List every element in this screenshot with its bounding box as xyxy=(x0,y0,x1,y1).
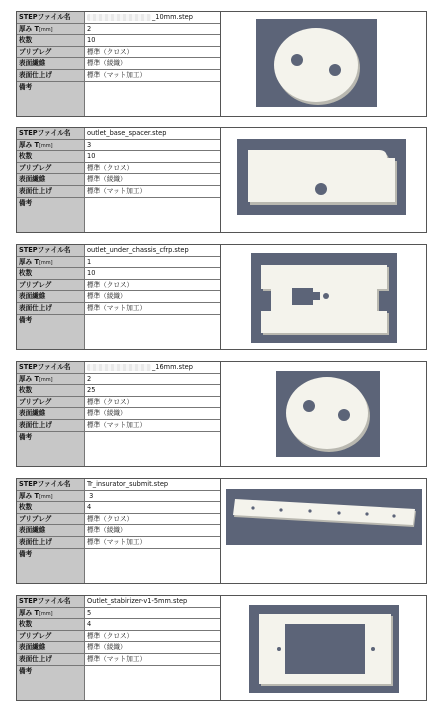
label-remarks: 備考 xyxy=(17,549,85,583)
step-filename: _10mm.step xyxy=(85,12,220,23)
remarks-value xyxy=(85,198,220,232)
label-step-file: STEPファイル名 xyxy=(17,362,85,373)
prepreg-value: 標準（クロス） xyxy=(87,280,134,289)
part-render xyxy=(221,596,426,700)
part-spec-block xyxy=(16,11,427,117)
surface-weave-value: 標準（綾織） xyxy=(87,409,127,418)
thickness-value: 2 xyxy=(87,24,92,33)
count-value: 25 xyxy=(87,386,96,395)
surface-finish-value: 標準（マット加工） xyxy=(87,70,147,79)
label-thickness: 厚み T[mm] xyxy=(17,491,85,502)
part-spec-block xyxy=(16,595,427,701)
label-count: 枚数 xyxy=(17,619,85,630)
count-value: 10 xyxy=(87,269,96,278)
part-spec-block xyxy=(16,478,427,584)
surface-weave-value: 標準（綾織） xyxy=(87,643,127,652)
prepreg-value: 標準（クロス） xyxy=(87,631,134,640)
surface-finish-value: 標準（マット加工） xyxy=(87,654,147,663)
spec-table xyxy=(17,596,221,700)
remarks-value xyxy=(85,549,220,583)
surface-weave-value: 標準（綾織） xyxy=(87,526,127,535)
label-remarks: 備考 xyxy=(17,315,85,349)
count-value: 10 xyxy=(87,36,96,45)
thickness-value: 3 xyxy=(87,491,94,500)
count-value: 10 xyxy=(87,152,96,161)
step-filename: Tr_insurator_submit.step xyxy=(87,480,169,488)
label-surface-weave: 表面繊維 xyxy=(17,174,85,185)
label-count: 枚数 xyxy=(17,385,85,396)
surface-weave-value: 標準（綾織） xyxy=(87,292,127,301)
label-surface-weave: 表面繊維 xyxy=(17,525,85,536)
label-surface-finish: 表面仕上げ xyxy=(17,186,85,197)
label-count: 枚数 xyxy=(17,35,85,46)
label-prepreg: プリプレグ xyxy=(17,47,85,58)
spec-table xyxy=(17,245,221,349)
label-prepreg: プリプレグ xyxy=(17,397,85,408)
redacted-filename xyxy=(87,364,151,371)
label-thickness: 厚み T[mm] xyxy=(17,24,85,35)
label-count: 枚数 xyxy=(17,502,85,513)
label-step-file: STEPファイル名 xyxy=(17,128,85,139)
label-surface-finish: 表面仕上げ xyxy=(17,303,85,314)
prepreg-value: 標準（クロス） xyxy=(87,397,134,406)
label-thickness: 厚み T[mm] xyxy=(17,374,85,385)
label-step-file: STEPファイル名 xyxy=(17,12,85,23)
part-spec-block xyxy=(16,361,427,467)
label-surface-finish: 表面仕上げ xyxy=(17,420,85,431)
surface-weave-value: 標準（綾織） xyxy=(87,175,127,184)
remarks-value xyxy=(85,82,220,116)
thickness-value: 1 xyxy=(87,257,92,266)
label-step-file: STEPファイル名 xyxy=(17,245,85,256)
label-surface-weave: 表面繊維 xyxy=(17,408,85,419)
part-render xyxy=(221,362,426,466)
step-filename: Outlet_stabirizer-v1-5mm.step xyxy=(87,597,188,605)
label-prepreg: プリプレグ xyxy=(17,631,85,642)
spec-table xyxy=(17,128,221,232)
label-prepreg: プリプレグ xyxy=(17,163,85,174)
count-value: 4 xyxy=(87,620,92,629)
count-value: 4 xyxy=(87,503,92,512)
prepreg-value: 標準（クロス） xyxy=(87,163,134,172)
label-step-file: STEPファイル名 xyxy=(17,479,85,490)
label-thickness: 厚み T[mm] xyxy=(17,257,85,268)
label-remarks: 備考 xyxy=(17,432,85,466)
thickness-value: 3 xyxy=(87,140,92,149)
remarks-value xyxy=(85,432,220,466)
thickness-value: 2 xyxy=(87,374,92,383)
label-surface-finish: 表面仕上げ xyxy=(17,537,85,548)
step-filename: _16mm.step xyxy=(85,362,220,373)
label-prepreg: プリプレグ xyxy=(17,280,85,291)
part-render xyxy=(221,12,426,116)
label-remarks: 備考 xyxy=(17,666,85,700)
spec-table xyxy=(17,362,221,466)
label-thickness: 厚み T[mm] xyxy=(17,140,85,151)
step-filename: outlet_under_chassis_cfrp.step xyxy=(87,246,189,254)
label-remarks: 備考 xyxy=(17,198,85,232)
surface-finish-value: 標準（マット加工） xyxy=(87,186,147,195)
thickness-value: 5 xyxy=(87,608,92,617)
surface-finish-value: 標準（マット加工） xyxy=(87,420,147,429)
remarks-value xyxy=(85,315,220,349)
spec-table xyxy=(17,479,221,583)
part-render xyxy=(221,128,426,232)
spec-table xyxy=(17,12,221,116)
label-step-file: STEPファイル名 xyxy=(17,596,85,607)
redacted-filename xyxy=(87,14,151,21)
part-spec-block xyxy=(16,127,427,233)
prepreg-value: 標準（クロス） xyxy=(87,47,134,56)
surface-finish-value: 標準（マット加工） xyxy=(87,303,147,312)
label-prepreg: プリプレグ xyxy=(17,514,85,525)
part-spec-block xyxy=(16,244,427,350)
part-render xyxy=(221,245,426,349)
label-count: 枚数 xyxy=(17,151,85,162)
part-render xyxy=(221,479,426,583)
label-thickness: 厚み T[mm] xyxy=(17,608,85,619)
label-surface-weave: 表面繊維 xyxy=(17,642,85,653)
label-surface-weave: 表面繊維 xyxy=(17,291,85,302)
label-surface-finish: 表面仕上げ xyxy=(17,654,85,665)
remarks-value xyxy=(85,666,220,700)
label-surface-weave: 表面繊維 xyxy=(17,58,85,69)
label-remarks: 備考 xyxy=(17,82,85,116)
label-count: 枚数 xyxy=(17,268,85,279)
prepreg-value: 標準（クロス） xyxy=(87,514,134,523)
surface-finish-value: 標準（マット加工） xyxy=(87,537,147,546)
label-surface-finish: 表面仕上げ xyxy=(17,70,85,81)
step-filename: outlet_base_spacer.step xyxy=(87,129,167,137)
surface-weave-value: 標準（綾織） xyxy=(87,59,127,68)
